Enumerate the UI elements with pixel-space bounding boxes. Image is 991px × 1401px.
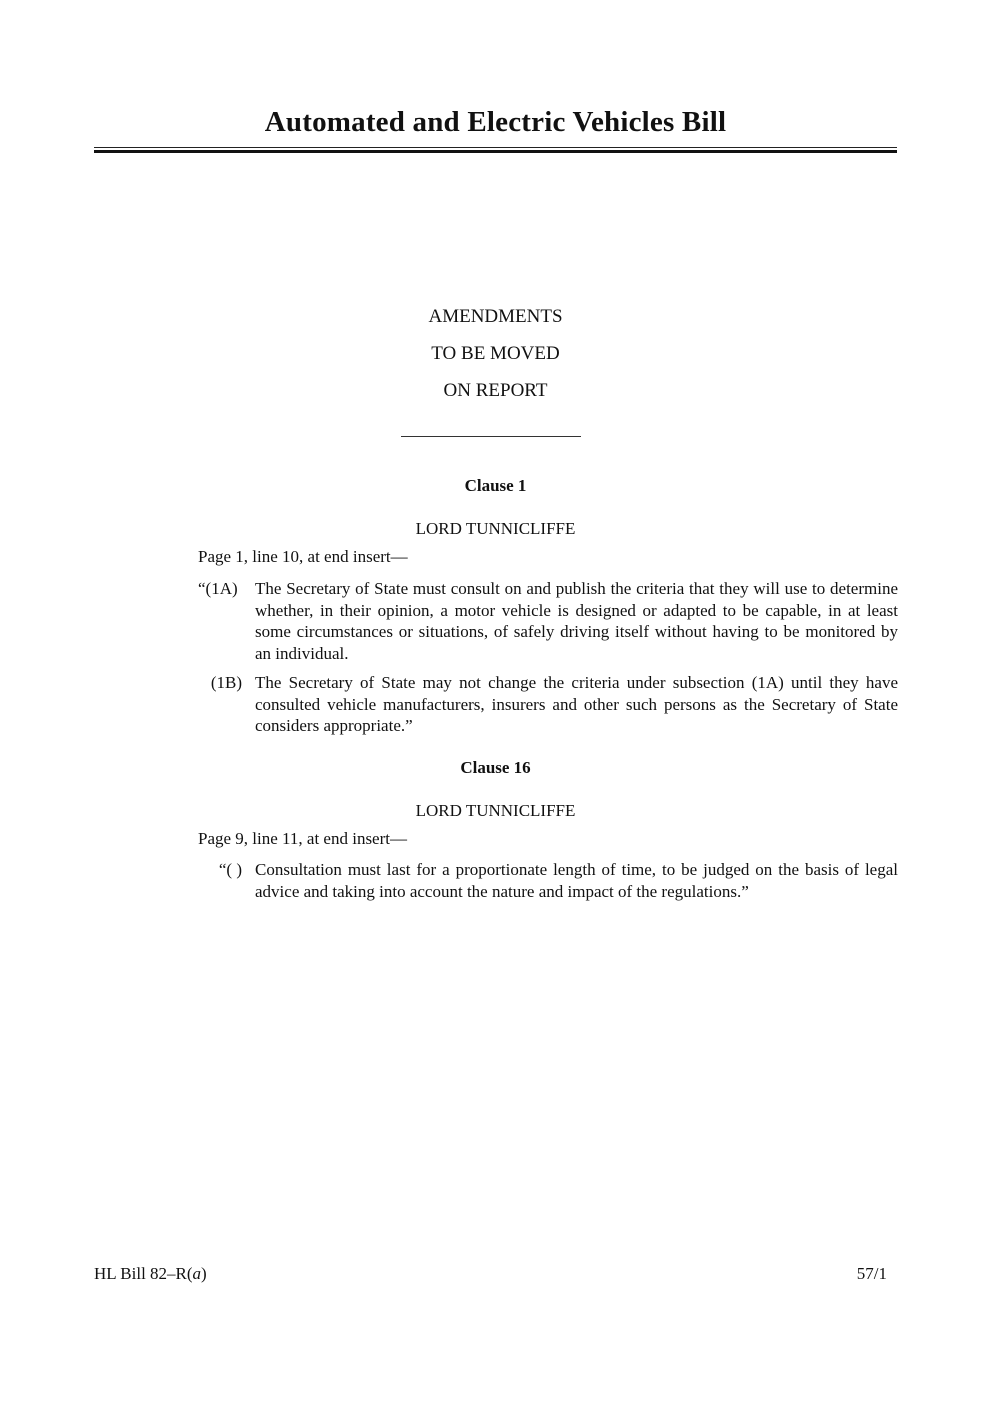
page-reference: 57/1 <box>856 1264 887 1283</box>
amendment-paragraph <box>198 672 898 737</box>
title-rule-thick <box>94 150 897 153</box>
paragraph-number: “(1A) <box>198 579 238 598</box>
heading-line: ON REPORT <box>443 380 548 401</box>
amendment-instruction: Page 1, line 10, at end insert— <box>198 547 408 566</box>
document-title: Automated and Electric Vehicles Bill <box>264 106 727 138</box>
title-rule-thin <box>94 147 897 148</box>
bill-reference <box>94 1264 207 1284</box>
amendment-instruction: Page 9, line 11, at end insert— <box>198 829 407 848</box>
bill-ref-prefix: HL Bill 82–R( <box>94 1264 193 1283</box>
paragraph-text: The Secretary of State may not change the criteria under subsection (1A) until they have consulted vehicle manufacturers, insurers and other such persons as the Secretary of State considers appropriate.” <box>255 673 898 735</box>
bill-ref-suffix: ) <box>201 1264 207 1283</box>
paragraph-number: (1B) <box>210 673 242 692</box>
clause-heading: Clause 1 <box>464 476 527 495</box>
paragraph-text: The Secretary of State must consult on and publish the criteria that they will use to determine whether, in their opinion, a motor vehicle is designed or adapted to be capable, in at least some circumstances or situations, of safely driving itself without having to be monitored by an individual. <box>255 579 898 663</box>
amendments-heading <box>0 306 991 417</box>
heading-line: TO BE MOVED <box>431 343 560 364</box>
paragraph-text: Consultation must last for a proportionate length of time, to be judged on the basis of legal advice and taking into account the nature and impact of the regulations.” <box>255 860 898 901</box>
amendment-paragraph <box>198 578 898 664</box>
mover-name: LORD TUNNICLIFFE <box>415 801 576 820</box>
heading-separator <box>401 436 581 437</box>
amendment-paragraph <box>198 859 898 902</box>
mover-name: LORD TUNNICLIFFE <box>415 519 576 538</box>
clause-heading: Clause 16 <box>460 758 531 777</box>
bill-ref-italic: a <box>192 1264 202 1283</box>
heading-line: AMENDMENTS <box>428 306 563 327</box>
paragraph-number: “( ) <box>218 860 242 879</box>
